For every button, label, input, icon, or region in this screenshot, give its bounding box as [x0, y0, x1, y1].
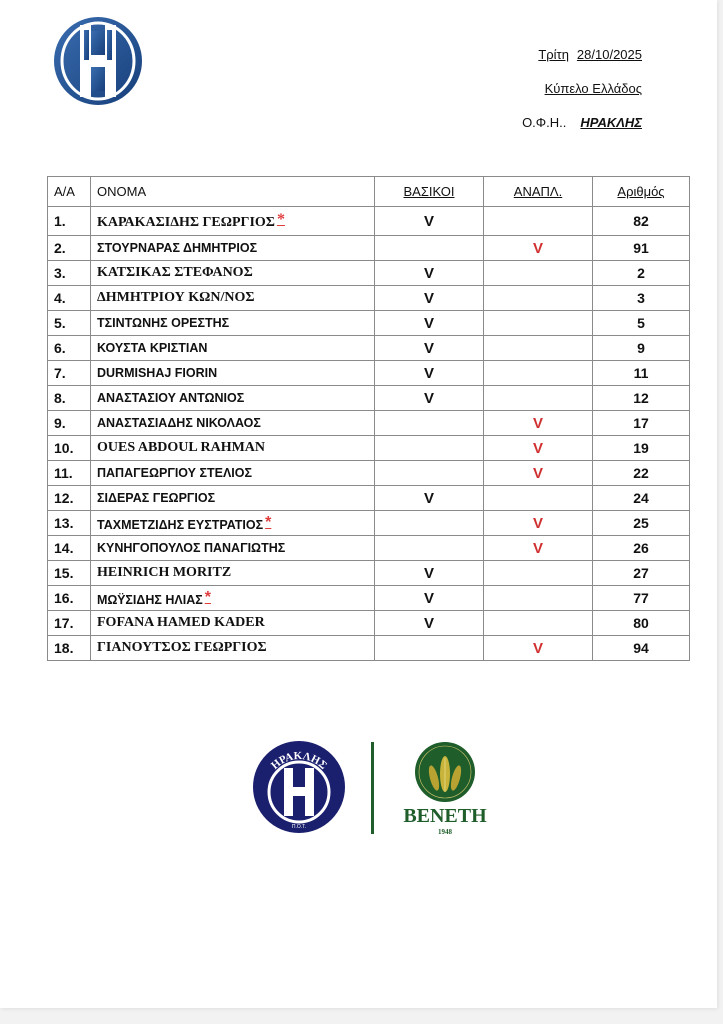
row-index: 16.	[48, 586, 91, 611]
table-row	[48, 286, 690, 311]
match-header	[522, 45, 642, 147]
player-name-cell	[91, 336, 375, 361]
table-row	[48, 311, 690, 336]
sub-mark: V	[484, 411, 593, 436]
starter-mark: V	[375, 261, 484, 286]
sponsor-logo	[403, 742, 487, 836]
shirt-number: 12	[593, 386, 690, 411]
table-row	[48, 361, 690, 386]
club-logo-footer	[253, 741, 345, 833]
player-name-cell	[91, 386, 375, 411]
player-name: ΣΤΟΥΡΝΑΡΑΣ ΔΗΜΗΤΡΙΟΣ	[97, 241, 258, 255]
row-index: 12.	[48, 486, 91, 511]
player-name: ΤΑΧΜΕΤΖΙΔΗΣ ΕΥΣΤΡΑΤΙΟΣ	[97, 518, 264, 532]
row-index: 4.	[48, 286, 91, 311]
player-name-cell	[91, 411, 375, 436]
competition: Κύπελο Ελλάδος	[544, 81, 642, 96]
table-row	[48, 536, 690, 561]
opponent: Ο.Φ.Η..	[522, 115, 567, 130]
shirt-number: 27	[593, 561, 690, 586]
player-name-cell	[91, 261, 375, 286]
sub-mark	[484, 361, 593, 386]
logo-divider	[371, 742, 374, 834]
player-name: ΓΙΑΝΟΥΤΣΟΣ ΓΕΩΡΓΙΟΣ	[97, 640, 267, 655]
row-index: 2.	[48, 236, 91, 261]
starter-mark: V	[375, 611, 484, 636]
player-name-cell	[91, 561, 375, 586]
table-row	[48, 411, 690, 436]
player-name: ΚΥΝΗΓΟΠΟΥΛΟΣ ΠΑΝΑΓΙΩΤΗΣ	[97, 541, 286, 555]
starter-mark	[375, 411, 484, 436]
sponsor-year: 1948	[438, 828, 452, 836]
row-index: 6.	[48, 336, 91, 361]
player-name-cell	[91, 311, 375, 336]
shirt-number: 80	[593, 611, 690, 636]
sub-mark: V	[484, 636, 593, 661]
sub-mark	[484, 561, 593, 586]
starter-mark	[375, 511, 484, 536]
starter-mark: V	[375, 207, 484, 236]
shirt-number: 19	[593, 436, 690, 461]
table-row	[48, 386, 690, 411]
club-logo-top	[53, 16, 143, 106]
starter-mark	[375, 436, 484, 461]
col-header-starters: ΒΑΣΙΚΟΙ	[375, 177, 484, 207]
sub-mark	[484, 586, 593, 611]
table-header-row	[48, 177, 690, 207]
starter-mark: V	[375, 586, 484, 611]
club-sub-text: Π.Ο.Τ.	[291, 824, 307, 830]
starter-mark: V	[375, 311, 484, 336]
asterisk-icon: *	[265, 514, 272, 531]
player-name: ΔΗΜΗΤΡΙΟΥ ΚΩΝ/ΝΟΣ	[97, 290, 255, 305]
shirt-number: 26	[593, 536, 690, 561]
shirt-number: 77	[593, 586, 690, 611]
starter-mark	[375, 636, 484, 661]
player-name: ΑΝΑΣΤΑΣΙΑΔΗΣ ΝΙΚΟΛΑΟΣ	[97, 416, 261, 430]
table-row	[48, 436, 690, 461]
player-name-cell	[91, 511, 375, 536]
col-header-name: ΟΝΟΜΑ	[91, 177, 375, 207]
shirt-number: 91	[593, 236, 690, 261]
player-name: ΤΣΙΝΤΩΝΗΣ ΟΡΕΣΤΗΣ	[97, 316, 230, 330]
sub-mark: V	[484, 511, 593, 536]
row-index: 1.	[48, 207, 91, 236]
table-row	[48, 636, 690, 661]
player-name: ΑΝΑΣΤΑΣΙΟΥ ΑΝΤΩΝΙΟΣ	[97, 391, 245, 405]
sub-mark	[484, 336, 593, 361]
table-row	[48, 261, 690, 286]
shirt-number: 24	[593, 486, 690, 511]
row-index: 17.	[48, 611, 91, 636]
table-row	[48, 611, 690, 636]
sub-mark	[484, 261, 593, 286]
shirt-number: 22	[593, 461, 690, 486]
col-header-subs: ΑΝΑΠΛ.	[484, 177, 593, 207]
sub-mark	[484, 311, 593, 336]
player-name-cell	[91, 636, 375, 661]
table-row	[48, 461, 690, 486]
player-name: ΚΑΤΣΙΚΑΣ ΣΤΕΦΑΝΟΣ	[97, 265, 253, 280]
club-name-text: ΗΡΑΚΛΗΣ	[268, 750, 330, 772]
row-index: 5.	[48, 311, 91, 336]
shirt-number: 17	[593, 411, 690, 436]
col-header-number: Αριθμός	[593, 177, 690, 207]
player-name: DURMISHAJ FIORIN	[97, 366, 218, 380]
sub-mark	[484, 486, 593, 511]
player-name: ΚΑΡΑΚΑΣΙΔΗΣ ΓΕΩΡΓΙΟΣ	[97, 215, 275, 230]
row-index: 15.	[48, 561, 91, 586]
starter-mark	[375, 461, 484, 486]
sponsor-name: BENETH	[403, 805, 487, 827]
player-name-cell	[91, 486, 375, 511]
shirt-number: 9	[593, 336, 690, 361]
player-name-cell	[91, 436, 375, 461]
shirt-number: 82	[593, 207, 690, 236]
sub-mark	[484, 207, 593, 236]
player-name: ΣΙΔΕΡΑΣ ΓΕΩΡΓΙΟΣ	[97, 491, 216, 505]
player-name-cell	[91, 536, 375, 561]
player-name-cell	[91, 361, 375, 386]
player-name: HEINRICH MORITZ	[97, 565, 232, 580]
shirt-number: 3	[593, 286, 690, 311]
starter-mark: V	[375, 361, 484, 386]
table-row	[48, 586, 690, 611]
asterisk-icon: *	[276, 211, 285, 228]
shirt-number: 2	[593, 261, 690, 286]
row-index: 8.	[48, 386, 91, 411]
match-day: Τρίτη	[538, 47, 569, 62]
shirt-number: 94	[593, 636, 690, 661]
sub-mark: V	[484, 236, 593, 261]
starter-mark: V	[375, 486, 484, 511]
player-name: OUES ABDOUL RAHMAN	[97, 440, 266, 455]
table-row	[48, 511, 690, 536]
col-header-aa: Α/Α	[48, 177, 91, 207]
row-index: 3.	[48, 261, 91, 286]
starter-mark: V	[375, 561, 484, 586]
table-row	[48, 236, 690, 261]
shirt-number: 5	[593, 311, 690, 336]
row-index: 7.	[48, 361, 91, 386]
row-index: 13.	[48, 511, 91, 536]
player-name-cell	[91, 586, 375, 611]
player-name-cell	[91, 461, 375, 486]
sub-mark: V	[484, 461, 593, 486]
asterisk-icon: *	[204, 589, 211, 606]
player-name-cell	[91, 236, 375, 261]
sub-mark: V	[484, 436, 593, 461]
player-name: ΚΟΥΣΤΑ ΚΡΙΣΤΙΑΝ	[97, 341, 208, 355]
row-index: 11.	[48, 461, 91, 486]
team-name: ΗΡΑΚΛΗΣ	[580, 115, 642, 130]
player-name-cell	[91, 286, 375, 311]
sub-mark	[484, 286, 593, 311]
starter-mark	[375, 236, 484, 261]
starter-mark: V	[375, 336, 484, 361]
row-index: 14.	[48, 536, 91, 561]
player-name: FOFANA HAMED KADER	[97, 615, 265, 630]
starter-mark: V	[375, 286, 484, 311]
match-date: 28/10/2025	[576, 47, 642, 62]
row-index: 18.	[48, 636, 91, 661]
starter-mark	[375, 536, 484, 561]
row-index: 10.	[48, 436, 91, 461]
player-name: ΜΩΫΣΙΔΗΣ ΗΛΙΑΣ	[97, 593, 203, 607]
shirt-number: 25	[593, 511, 690, 536]
squad-table	[47, 176, 690, 661]
table-row	[48, 207, 690, 236]
table-row	[48, 486, 690, 511]
sub-mark	[484, 611, 593, 636]
row-index: 9.	[48, 411, 91, 436]
table-row	[48, 336, 690, 361]
sub-mark: V	[484, 536, 593, 561]
starter-mark: V	[375, 386, 484, 411]
player-name-cell	[91, 611, 375, 636]
sub-mark	[484, 386, 593, 411]
player-name: ΠΑΠΑΓΕΩΡΓΙΟΥ ΣΤΕΛΙΟΣ	[97, 466, 252, 480]
player-name-cell	[91, 207, 375, 236]
table-row	[48, 561, 690, 586]
shirt-number: 11	[593, 361, 690, 386]
